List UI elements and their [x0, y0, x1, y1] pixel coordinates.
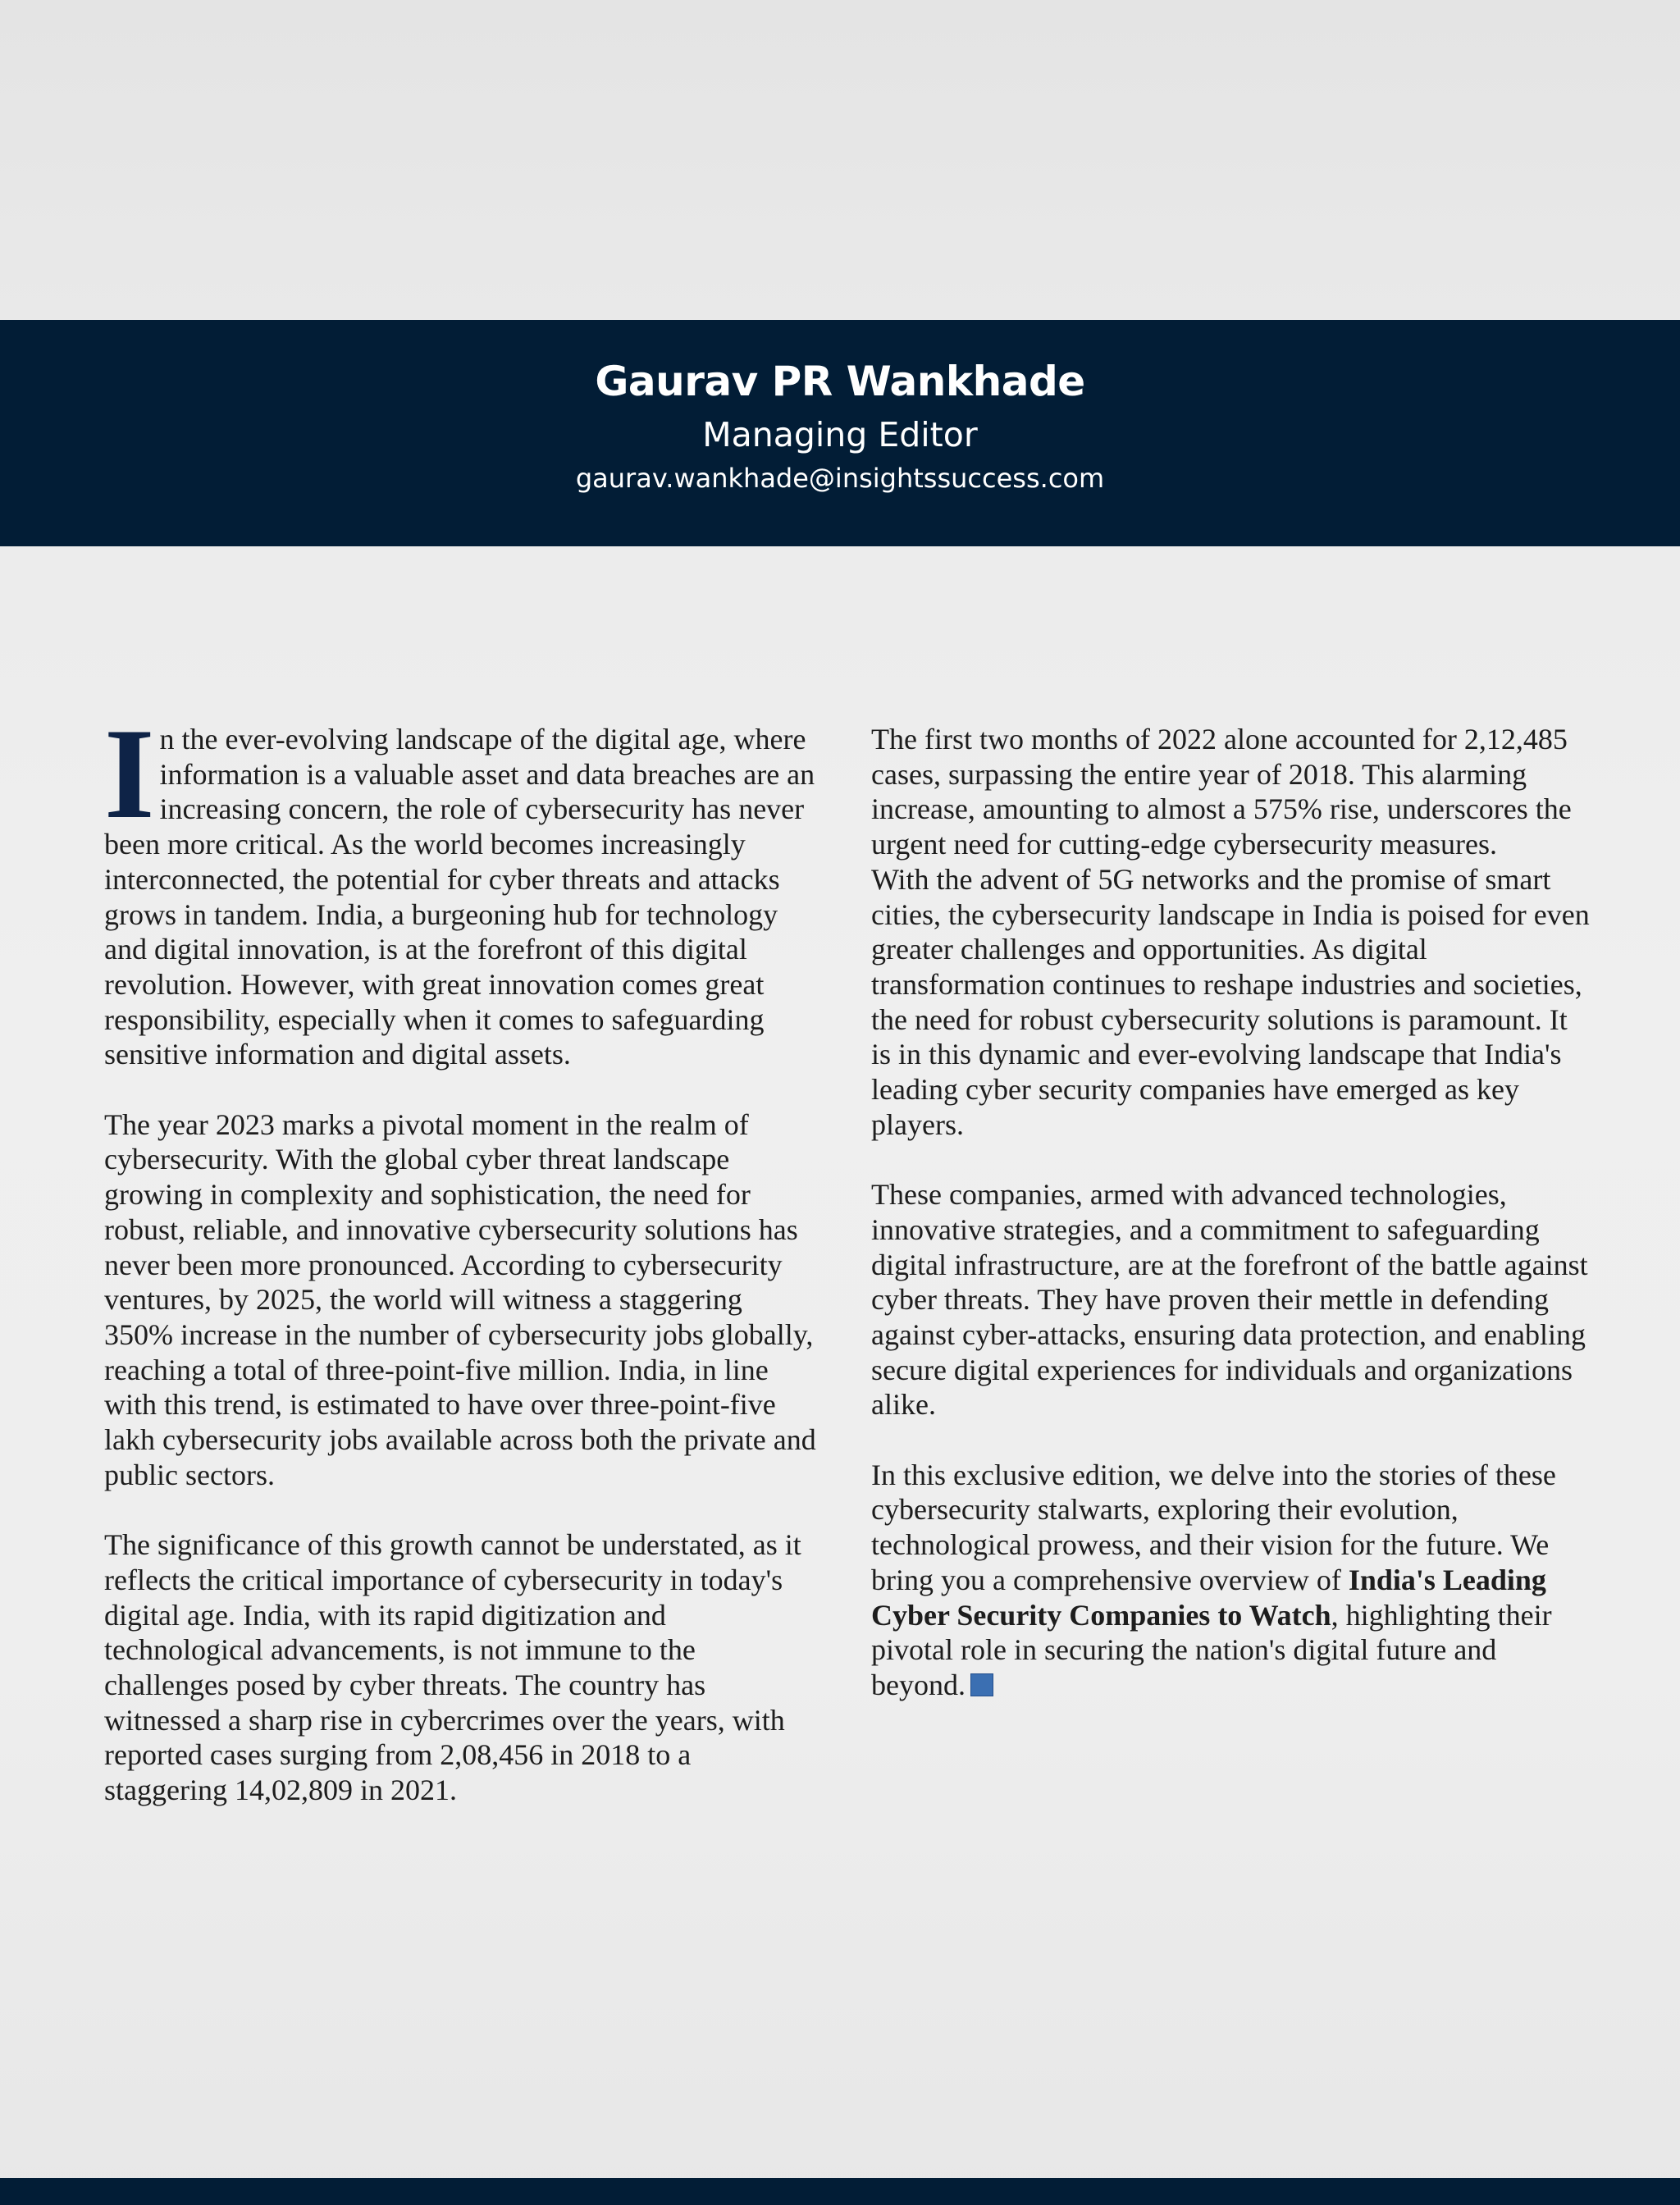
paragraph-companies: These companies, armed with advanced technologies, innovative strategies, and a commitment to safeguarding digital infrastructure, are at the forefront of the battle against cyber threats. They have proven their mettle in defending against cyber-attacks, ensuring data protection, and enabling secure digital experiences for individuals and organizations alike. [871, 1178, 1588, 1422]
intro-paragraph [104, 702, 816, 1072]
article-left-column [104, 702, 816, 1808]
paragraph-2022-cases: The first two months of 2022 alone accounted for 2,12,485 cases, surpassing the entire year of 2018. This alarming increase, amounting to almost a 575% rise, underscores the urgent need for cutting-edge cybersecurity measures. [871, 723, 1572, 861]
paragraph-2023: The year 2023 marks a pivotal moment in the realm of cybersecurity. With the global cyber threat landscape growing in complexity and sophistication, the need for robust, reliable, and innovative cybersecurity solutions has never been more pronounced. According to cybersecurity ventures, by 2025, the world will witness a staggering 350% increase in the number of cybersecurity jobs globally, reaching a total of three-point-five million. India, in line with this trend, is estimated to have over three-point-five lakh cybersecurity jobs available across both the private and public sectors. [104, 1107, 816, 1491]
editor-email[interactable]: gaurav.wankhade@insightssuccess.com [575, 463, 1105, 494]
edition-text-end: , highlighting their pivotal role in securing the nation's digital future and beyond. [871, 1598, 1552, 1701]
edition-text-start: In this exclusive edition, we delve into the stories of these cybersecurity stalwarts, exploring their evolution, technological prowess, and their vision for the future. We bring you a comprehensive overview of [871, 1458, 1556, 1596]
editor-banner [0, 320, 1680, 546]
intro-paragraph-text: n the ever-evolving landscape of the digital age, where information is a valuable asset and data breaches are an increasing concern, the role of cybersecurity has never been more critical. As the world becomes increasingly interconnected, the potential for cyber threats and attacks grows in tandem. India, a burgeoning hub for technology and digital innovation, is at the forefront of this digital revolution. However, with great innovation comes great responsibility, especially when it comes to safeguarding sensitive information and digital assets. [104, 723, 815, 1071]
editor-role: Managing Editor [702, 415, 978, 454]
editor-name: Gaurav PR Wankhade [595, 358, 1085, 405]
drop-cap: I [104, 702, 155, 846]
paragraph-edition [871, 1458, 1593, 1703]
paragraph-5g: With the advent of 5G networks and the promise of smart cities, the cybersecurity landscape in India is poised for even greater challenges and opportunities. As digital transformation continues to reshape industries and societies, the need for robust cybersecurity solutions is paramount. It is in this dynamic and ever-evolving landscape that India's leading cyber security companies have emerged as key players. [871, 862, 1590, 1141]
article-right-column [871, 722, 1593, 1703]
paragraph-significance: The significance of this growth cannot be understated, as it reflects the critical importance of cybersecurity in today's digital age. India, with its rapid digitization and technological advancements, is not immune to the challenges posed by cyber threats. The country has witnessed a sharp rise in cybercrimes over the years, with reported cases surging from 2,08,456 in 2018 to a staggering 14,02,809 in 2021. [104, 1528, 801, 1807]
edition-title-bold: India's Leading Cyber Security Companies to Watch [871, 1563, 1546, 1632]
footer-bar [0, 2178, 1680, 2205]
end-of-article-icon [970, 1673, 993, 1696]
